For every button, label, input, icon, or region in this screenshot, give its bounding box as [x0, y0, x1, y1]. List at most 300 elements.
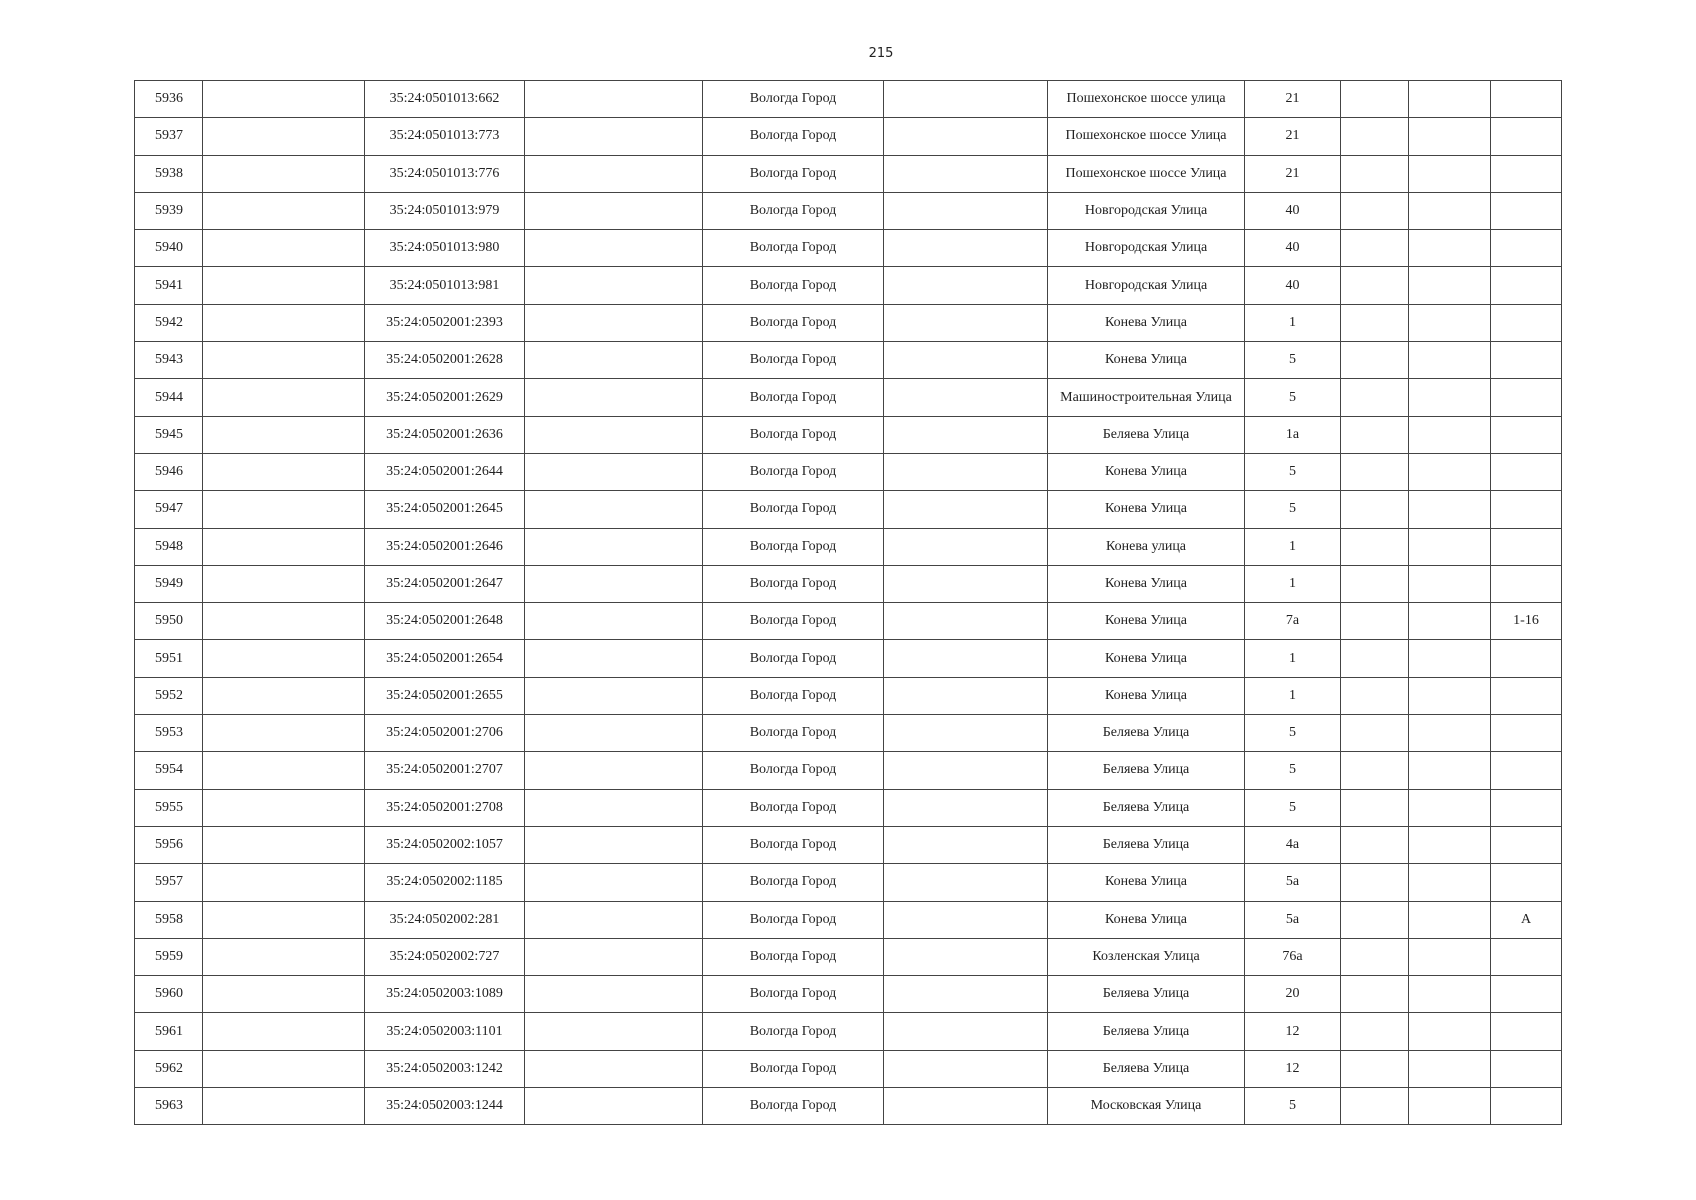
- empty-cell-f: [884, 565, 1048, 602]
- empty-cell-i: [1341, 118, 1409, 155]
- empty-cell-j: [1409, 528, 1491, 565]
- house-number-cell: 5: [1245, 453, 1341, 490]
- empty-cell-d: [525, 81, 703, 118]
- street-cell: Конева Улица: [1048, 453, 1245, 490]
- city-cell: Вологда Город: [703, 640, 884, 677]
- house-number-cell: 1: [1245, 304, 1341, 341]
- street-cell: Конева Улица: [1048, 640, 1245, 677]
- city-cell: Вологда Город: [703, 1088, 884, 1125]
- cadastral-number-cell: 35:24:0501013:776: [365, 155, 525, 192]
- table-row: [135, 528, 1562, 565]
- row-number-cell: 5955: [135, 789, 203, 826]
- table-row: [135, 752, 1562, 789]
- city-cell: Вологда Город: [703, 118, 884, 155]
- table-row: [135, 491, 1562, 528]
- empty-cell-i: [1341, 155, 1409, 192]
- row-number-cell: 5937: [135, 118, 203, 155]
- cadastral-number-cell: 35:24:0501013:773: [365, 118, 525, 155]
- cadastral-number-cell: 35:24:0502002:1057: [365, 826, 525, 863]
- empty-cell-f: [884, 491, 1048, 528]
- table-row: [135, 304, 1562, 341]
- street-cell: Пошехонское шоссе Улица: [1048, 155, 1245, 192]
- street-cell: Беляева Улица: [1048, 715, 1245, 752]
- house-number-cell: 5а: [1245, 864, 1341, 901]
- empty-cell-f: [884, 938, 1048, 975]
- row-number-cell: 5936: [135, 81, 203, 118]
- street-cell: Конева Улица: [1048, 864, 1245, 901]
- table-row: [135, 379, 1562, 416]
- empty-cell-b: [203, 864, 365, 901]
- empty-cell-d: [525, 491, 703, 528]
- empty-cell-f: [884, 976, 1048, 1013]
- empty-cell-d: [525, 565, 703, 602]
- empty-cell-j: [1409, 976, 1491, 1013]
- empty-cell-j: [1409, 864, 1491, 901]
- row-number-cell: 5941: [135, 267, 203, 304]
- city-cell: Вологда Город: [703, 1013, 884, 1050]
- empty-cell-d: [525, 192, 703, 229]
- empty-cell-f: [884, 81, 1048, 118]
- extra-cell-k: [1491, 938, 1562, 975]
- row-number-cell: 5956: [135, 826, 203, 863]
- street-cell: Конева Улица: [1048, 901, 1245, 938]
- empty-cell-d: [525, 267, 703, 304]
- empty-cell-f: [884, 603, 1048, 640]
- house-number-cell: 76а: [1245, 938, 1341, 975]
- empty-cell-d: [525, 528, 703, 565]
- extra-cell-k: [1491, 789, 1562, 826]
- street-cell: Пошехонское шоссе Улица: [1048, 118, 1245, 155]
- empty-cell-b: [203, 491, 365, 528]
- empty-cell-b: [203, 342, 365, 379]
- empty-cell-f: [884, 640, 1048, 677]
- cadastral-number-cell: 35:24:0502003:1101: [365, 1013, 525, 1050]
- empty-cell-b: [203, 677, 365, 714]
- table-row: [135, 118, 1562, 155]
- street-cell: Московская Улица: [1048, 1088, 1245, 1125]
- house-number-cell: 1: [1245, 565, 1341, 602]
- empty-cell-j: [1409, 677, 1491, 714]
- row-number-cell: 5957: [135, 864, 203, 901]
- empty-cell-f: [884, 715, 1048, 752]
- empty-cell-f: [884, 528, 1048, 565]
- house-number-cell: 1: [1245, 677, 1341, 714]
- empty-cell-j: [1409, 155, 1491, 192]
- empty-cell-d: [525, 826, 703, 863]
- empty-cell-d: [525, 715, 703, 752]
- table-row: [135, 155, 1562, 192]
- empty-cell-i: [1341, 976, 1409, 1013]
- empty-cell-b: [203, 826, 365, 863]
- empty-cell-d: [525, 976, 703, 1013]
- empty-cell-b: [203, 715, 365, 752]
- cadastral-number-cell: 35:24:0502001:2647: [365, 565, 525, 602]
- page-number: 215: [868, 46, 894, 61]
- empty-cell-i: [1341, 603, 1409, 640]
- street-cell: Новгородская Улица: [1048, 192, 1245, 229]
- empty-cell-d: [525, 752, 703, 789]
- city-cell: Вологда Город: [703, 976, 884, 1013]
- empty-cell-b: [203, 752, 365, 789]
- cadastral-number-cell: 35:24:0502001:2393: [365, 304, 525, 341]
- empty-cell-f: [884, 267, 1048, 304]
- house-number-cell: 1а: [1245, 416, 1341, 453]
- street-cell: Беляева Улица: [1048, 826, 1245, 863]
- street-cell: Конева Улица: [1048, 304, 1245, 341]
- extra-cell-k: [1491, 677, 1562, 714]
- street-cell: Беляева Улица: [1048, 1050, 1245, 1087]
- city-cell: Вологда Город: [703, 565, 884, 602]
- row-number-cell: 5958: [135, 901, 203, 938]
- table-row: [135, 603, 1562, 640]
- empty-cell-b: [203, 1088, 365, 1125]
- cadastral-number-cell: 35:24:0502003:1089: [365, 976, 525, 1013]
- table-row: [135, 230, 1562, 267]
- empty-cell-b: [203, 267, 365, 304]
- table-row: [135, 267, 1562, 304]
- city-cell: Вологда Город: [703, 192, 884, 229]
- street-cell: Козленская Улица: [1048, 938, 1245, 975]
- table-row: [135, 677, 1562, 714]
- empty-cell-j: [1409, 826, 1491, 863]
- table-row: [135, 715, 1562, 752]
- city-cell: Вологда Город: [703, 453, 884, 490]
- cadastral-number-cell: 35:24:0502001:2636: [365, 416, 525, 453]
- empty-cell-i: [1341, 81, 1409, 118]
- empty-cell-b: [203, 565, 365, 602]
- extra-cell-k: [1491, 1013, 1562, 1050]
- row-number-cell: 5959: [135, 938, 203, 975]
- empty-cell-j: [1409, 192, 1491, 229]
- row-number-cell: 5943: [135, 342, 203, 379]
- street-cell: Машиностроительная Улица: [1048, 379, 1245, 416]
- table-row: [135, 1050, 1562, 1087]
- street-cell: Беляева Улица: [1048, 789, 1245, 826]
- empty-cell-f: [884, 118, 1048, 155]
- empty-cell-f: [884, 230, 1048, 267]
- street-cell: Беляева Улица: [1048, 1013, 1245, 1050]
- city-cell: Вологда Город: [703, 81, 884, 118]
- extra-cell-k: [1491, 715, 1562, 752]
- house-number-cell: 5: [1245, 752, 1341, 789]
- table-row: [135, 1088, 1562, 1125]
- empty-cell-j: [1409, 453, 1491, 490]
- cadastral-number-cell: 35:24:0502003:1244: [365, 1088, 525, 1125]
- city-cell: Вологда Город: [703, 677, 884, 714]
- empty-cell-j: [1409, 901, 1491, 938]
- empty-cell-i: [1341, 1050, 1409, 1087]
- house-number-cell: 7а: [1245, 603, 1341, 640]
- empty-cell-d: [525, 1013, 703, 1050]
- extra-cell-k: [1491, 304, 1562, 341]
- registry-table: [134, 80, 1562, 1125]
- empty-cell-j: [1409, 491, 1491, 528]
- house-number-cell: 21: [1245, 81, 1341, 118]
- street-cell: Конева Улица: [1048, 565, 1245, 602]
- empty-cell-i: [1341, 491, 1409, 528]
- house-number-cell: 5: [1245, 715, 1341, 752]
- house-number-cell: 5: [1245, 342, 1341, 379]
- empty-cell-b: [203, 789, 365, 826]
- city-cell: Вологда Город: [703, 715, 884, 752]
- street-cell: Конева Улица: [1048, 491, 1245, 528]
- empty-cell-f: [884, 1013, 1048, 1050]
- row-number-cell: 5963: [135, 1088, 203, 1125]
- empty-cell-i: [1341, 938, 1409, 975]
- empty-cell-i: [1341, 230, 1409, 267]
- cadastral-number-cell: 35:24:0502002:1185: [365, 864, 525, 901]
- cadastral-number-cell: 35:24:0502001:2646: [365, 528, 525, 565]
- row-number-cell: 5951: [135, 640, 203, 677]
- empty-cell-f: [884, 304, 1048, 341]
- extra-cell-k: [1491, 1088, 1562, 1125]
- extra-cell-k: [1491, 155, 1562, 192]
- empty-cell-d: [525, 1088, 703, 1125]
- city-cell: Вологда Город: [703, 230, 884, 267]
- extra-cell-k: [1491, 491, 1562, 528]
- row-number-cell: 5944: [135, 379, 203, 416]
- city-cell: Вологда Город: [703, 379, 884, 416]
- street-cell: Конева Улица: [1048, 677, 1245, 714]
- cadastral-number-cell: 35:24:0502001:2645: [365, 491, 525, 528]
- empty-cell-b: [203, 453, 365, 490]
- city-cell: Вологда Город: [703, 304, 884, 341]
- empty-cell-j: [1409, 565, 1491, 602]
- empty-cell-f: [884, 416, 1048, 453]
- row-number-cell: 5938: [135, 155, 203, 192]
- street-cell: Пошехонское шоссе улица: [1048, 81, 1245, 118]
- empty-cell-i: [1341, 1088, 1409, 1125]
- row-number-cell: 5950: [135, 603, 203, 640]
- street-cell: Беляева Улица: [1048, 976, 1245, 1013]
- house-number-cell: 12: [1245, 1050, 1341, 1087]
- empty-cell-j: [1409, 715, 1491, 752]
- extra-cell-k: [1491, 453, 1562, 490]
- empty-cell-b: [203, 1013, 365, 1050]
- empty-cell-j: [1409, 1088, 1491, 1125]
- city-cell: Вологда Город: [703, 342, 884, 379]
- empty-cell-d: [525, 677, 703, 714]
- city-cell: Вологда Город: [703, 826, 884, 863]
- row-number-cell: 5946: [135, 453, 203, 490]
- empty-cell-f: [884, 677, 1048, 714]
- house-number-cell: 1: [1245, 640, 1341, 677]
- empty-cell-i: [1341, 342, 1409, 379]
- street-cell: Конева Улица: [1048, 603, 1245, 640]
- street-cell: Новгородская Улица: [1048, 230, 1245, 267]
- empty-cell-j: [1409, 1050, 1491, 1087]
- empty-cell-f: [884, 379, 1048, 416]
- empty-cell-j: [1409, 118, 1491, 155]
- row-number-cell: 5953: [135, 715, 203, 752]
- street-cell: Беляева Улица: [1048, 752, 1245, 789]
- table-row: [135, 938, 1562, 975]
- city-cell: Вологда Город: [703, 155, 884, 192]
- extra-cell-k: [1491, 1050, 1562, 1087]
- empty-cell-f: [884, 342, 1048, 379]
- table-row: [135, 416, 1562, 453]
- empty-cell-j: [1409, 938, 1491, 975]
- empty-cell-j: [1409, 640, 1491, 677]
- table-row: [135, 789, 1562, 826]
- extra-cell-k: [1491, 192, 1562, 229]
- empty-cell-d: [525, 603, 703, 640]
- empty-cell-j: [1409, 304, 1491, 341]
- extra-cell-k: 1-16: [1491, 603, 1562, 640]
- empty-cell-i: [1341, 752, 1409, 789]
- extra-cell-k: [1491, 230, 1562, 267]
- city-cell: Вологда Город: [703, 267, 884, 304]
- house-number-cell: 20: [1245, 976, 1341, 1013]
- extra-cell-k: [1491, 528, 1562, 565]
- cadastral-number-cell: 35:24:0501013:980: [365, 230, 525, 267]
- extra-cell-k: [1491, 267, 1562, 304]
- empty-cell-j: [1409, 603, 1491, 640]
- row-number-cell: 5962: [135, 1050, 203, 1087]
- city-cell: Вологда Город: [703, 901, 884, 938]
- table-row: [135, 192, 1562, 229]
- empty-cell-b: [203, 118, 365, 155]
- house-number-cell: 21: [1245, 118, 1341, 155]
- empty-cell-d: [525, 901, 703, 938]
- extra-cell-k: [1491, 81, 1562, 118]
- house-number-cell: 4а: [1245, 826, 1341, 863]
- table-row: [135, 826, 1562, 863]
- empty-cell-i: [1341, 379, 1409, 416]
- empty-cell-j: [1409, 230, 1491, 267]
- cadastral-number-cell: 35:24:0502003:1242: [365, 1050, 525, 1087]
- city-cell: Вологда Город: [703, 864, 884, 901]
- house-number-cell: 5: [1245, 1088, 1341, 1125]
- empty-cell-j: [1409, 267, 1491, 304]
- row-number-cell: 5949: [135, 565, 203, 602]
- empty-cell-i: [1341, 416, 1409, 453]
- extra-cell-k: [1491, 416, 1562, 453]
- empty-cell-b: [203, 976, 365, 1013]
- empty-cell-d: [525, 789, 703, 826]
- cadastral-number-cell: 35:24:0502001:2708: [365, 789, 525, 826]
- house-number-cell: 12: [1245, 1013, 1341, 1050]
- empty-cell-d: [525, 379, 703, 416]
- empty-cell-i: [1341, 453, 1409, 490]
- empty-cell-b: [203, 304, 365, 341]
- extra-cell-k: [1491, 379, 1562, 416]
- empty-cell-i: [1341, 565, 1409, 602]
- house-number-cell: 40: [1245, 267, 1341, 304]
- empty-cell-i: [1341, 192, 1409, 229]
- empty-cell-i: [1341, 901, 1409, 938]
- empty-cell-j: [1409, 81, 1491, 118]
- empty-cell-i: [1341, 677, 1409, 714]
- table-row: [135, 453, 1562, 490]
- empty-cell-d: [525, 416, 703, 453]
- empty-cell-f: [884, 1050, 1048, 1087]
- cadastral-number-cell: 35:24:0502001:2706: [365, 715, 525, 752]
- empty-cell-d: [525, 640, 703, 677]
- cadastral-number-cell: 35:24:0502002:727: [365, 938, 525, 975]
- empty-cell-d: [525, 1050, 703, 1087]
- empty-cell-b: [203, 603, 365, 640]
- empty-cell-d: [525, 864, 703, 901]
- empty-cell-j: [1409, 789, 1491, 826]
- empty-cell-f: [884, 1088, 1048, 1125]
- empty-cell-b: [203, 155, 365, 192]
- city-cell: Вологда Город: [703, 752, 884, 789]
- empty-cell-b: [203, 938, 365, 975]
- city-cell: Вологда Город: [703, 491, 884, 528]
- city-cell: Вологда Город: [703, 603, 884, 640]
- empty-cell-j: [1409, 379, 1491, 416]
- empty-cell-b: [203, 901, 365, 938]
- city-cell: Вологда Город: [703, 1050, 884, 1087]
- extra-cell-k: [1491, 864, 1562, 901]
- table-row: [135, 901, 1562, 938]
- extra-cell-k: [1491, 752, 1562, 789]
- empty-cell-i: [1341, 789, 1409, 826]
- house-number-cell: 5: [1245, 789, 1341, 826]
- cadastral-number-cell: 35:24:0502001:2628: [365, 342, 525, 379]
- empty-cell-f: [884, 789, 1048, 826]
- cadastral-number-cell: 35:24:0501013:981: [365, 267, 525, 304]
- empty-cell-b: [203, 640, 365, 677]
- extra-cell-k: [1491, 118, 1562, 155]
- row-number-cell: 5942: [135, 304, 203, 341]
- city-cell: Вологда Город: [703, 789, 884, 826]
- house-number-cell: 21: [1245, 155, 1341, 192]
- cadastral-number-cell: 35:24:0502001:2654: [365, 640, 525, 677]
- row-number-cell: 5960: [135, 976, 203, 1013]
- house-number-cell: 40: [1245, 230, 1341, 267]
- cadastral-number-cell: 35:24:0501013:979: [365, 192, 525, 229]
- row-number-cell: 5945: [135, 416, 203, 453]
- empty-cell-i: [1341, 640, 1409, 677]
- extra-cell-k: [1491, 826, 1562, 863]
- empty-cell-d: [525, 453, 703, 490]
- house-number-cell: 40: [1245, 192, 1341, 229]
- empty-cell-i: [1341, 715, 1409, 752]
- empty-cell-j: [1409, 416, 1491, 453]
- city-cell: Вологда Город: [703, 528, 884, 565]
- empty-cell-j: [1409, 342, 1491, 379]
- extra-cell-k: А: [1491, 901, 1562, 938]
- empty-cell-b: [203, 1050, 365, 1087]
- table-row: [135, 976, 1562, 1013]
- empty-cell-d: [525, 230, 703, 267]
- street-cell: Беляева Улица: [1048, 416, 1245, 453]
- cadastral-number-cell: 35:24:0502001:2655: [365, 677, 525, 714]
- empty-cell-i: [1341, 1013, 1409, 1050]
- empty-cell-b: [203, 528, 365, 565]
- street-cell: Новгородская Улица: [1048, 267, 1245, 304]
- cadastral-number-cell: 35:24:0502001:2648: [365, 603, 525, 640]
- extra-cell-k: [1491, 565, 1562, 602]
- empty-cell-d: [525, 938, 703, 975]
- cadastral-number-cell: 35:24:0502001:2629: [365, 379, 525, 416]
- row-number-cell: 5961: [135, 1013, 203, 1050]
- house-number-cell: 5: [1245, 379, 1341, 416]
- row-number-cell: 5947: [135, 491, 203, 528]
- row-number-cell: 5948: [135, 528, 203, 565]
- empty-cell-i: [1341, 528, 1409, 565]
- street-cell: Конева улица: [1048, 528, 1245, 565]
- empty-cell-f: [884, 864, 1048, 901]
- empty-cell-b: [203, 230, 365, 267]
- empty-cell-f: [884, 192, 1048, 229]
- house-number-cell: 1: [1245, 528, 1341, 565]
- empty-cell-d: [525, 155, 703, 192]
- extra-cell-k: [1491, 640, 1562, 677]
- house-number-cell: 5а: [1245, 901, 1341, 938]
